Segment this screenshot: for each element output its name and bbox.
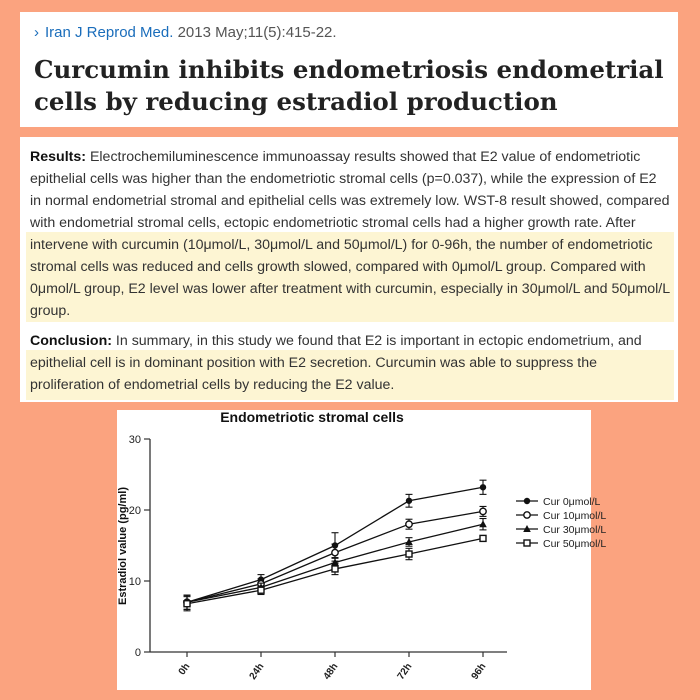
chart-title: Endometriotic stromal cells [220, 409, 404, 425]
abstract-card [20, 137, 678, 402]
results-label: Results: [30, 149, 86, 165]
data-point [184, 601, 190, 607]
legend-label: Cur 50μmol/L [543, 538, 607, 550]
chart-y-axis-label: Estradiol value (pg/ml) [117, 487, 129, 605]
data-point [406, 521, 412, 527]
conclusion-paragraph [30, 330, 670, 396]
chart-card [117, 409, 607, 690]
y-ticks [129, 434, 150, 659]
citation-line [34, 24, 337, 41]
x-tick-label: 0h [176, 661, 193, 678]
legend-marker [524, 512, 530, 518]
data-point [480, 535, 486, 541]
data-point [258, 587, 264, 593]
results-paragraph [30, 146, 670, 322]
x-tick-label: 48h [321, 661, 341, 682]
journal-link[interactable]: Iran J Reprod Med. [45, 24, 174, 41]
conclusion-text: In summary, in this study we found that E2 is important in ectopic endometrium, and epithelial cell is in dominant position with E2 secretion. Curcumin was able to suppress the proliferation of endometrial cells by reducing the E2 value. [30, 333, 642, 393]
data-point [406, 551, 412, 557]
x-tick-label: 96h [469, 661, 489, 682]
x-ticks [177, 652, 489, 682]
legend-marker [524, 540, 530, 546]
y-tick-label: 0 [134, 647, 141, 659]
y-tick-label: 10 [128, 576, 141, 588]
chart-legend [516, 496, 606, 550]
y-tick-label: 20 [128, 505, 141, 517]
chart-series [183, 480, 487, 611]
data-point [332, 566, 338, 572]
x-tick-label: 72h [395, 661, 415, 682]
conclusion-label: Conclusion: [30, 333, 112, 349]
legend-marker [524, 498, 530, 504]
article-title: Curcumin inhibits endometriosis endometrial cells by reducing estradiol production [34, 55, 664, 116]
legend-label: Cur 0μmol/L [543, 496, 601, 508]
data-point [479, 520, 487, 527]
citation-date: 2013 May;11(5):415-22. [177, 24, 337, 41]
estradiol-line-chart [117, 409, 607, 690]
results-text: Electrochemiluminescence immunoassay results showed that E2 value of endometriotic epithelial cells was higher than the endometriotic stromal cells (p=0.037), while the expression of E2 in normal endometrial stromal and epithelial cells was extremely low. WST-8 result showed, compared with endometrial stromal cells, ectopic endometriotic stromal cells had a higher growth rate. After intervene with curcumin (10μmol/L, 30μmol/L and 50μmol/L) for 0-96h, the number of endometriotic stromal cells was reduced and cells growth slowed, compared with 0μmol/L group. Compared with 0μmol/L group, E2 level was lower after treatment with curcumin, especially in 30μmol/L and 50μmol/L group. [30, 149, 670, 319]
data-point [332, 549, 338, 555]
article-header [20, 12, 678, 127]
x-tick-label: 24h [247, 661, 267, 682]
legend-label: Cur 10μmol/L [543, 510, 607, 522]
data-point [480, 484, 486, 490]
legend-label: Cur 30μmol/L [543, 524, 607, 536]
y-tick-label: 30 [128, 434, 141, 446]
data-point [480, 508, 486, 514]
data-point [406, 498, 412, 504]
chevron-right-icon[interactable]: › [34, 24, 39, 41]
